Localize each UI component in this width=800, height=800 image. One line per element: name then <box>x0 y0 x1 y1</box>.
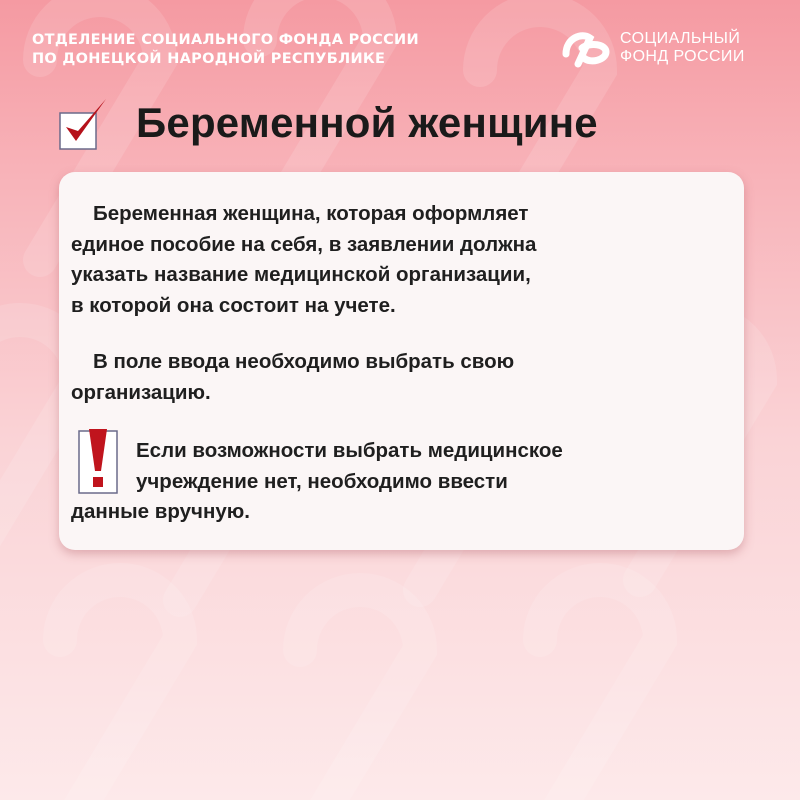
info-card <box>59 172 744 550</box>
paragraph2-line: В поле ввода необходимо выбрать свою <box>93 350 515 373</box>
paragraph3-line: Если возможности выбрать медицинское <box>136 439 563 462</box>
title-row <box>58 95 598 151</box>
paragraph1-line: единое пособие на себя, в заявлении должна <box>71 232 537 256</box>
paragraph3-line: учреждение нет, необходимо ввести <box>136 469 508 493</box>
sfr-logo <box>560 26 745 70</box>
logo-text-line2: ФОНД РОССИИ <box>620 48 745 65</box>
paragraph3-line: данные вручную. <box>71 500 250 523</box>
sfr-logo-icon <box>560 26 612 70</box>
paragraph-manual-entry <box>71 436 731 528</box>
paragraph2-line: организацию. <box>71 380 211 404</box>
logo-text-line1: СОЦИАЛЬНЫЙ <box>620 30 741 47</box>
organization-name-line2: ПО ДОНЕЦКОЙ НАРОДНОЙ РЕСПУБЛИКЕ <box>32 51 386 67</box>
organization-name-line1: ОТДЕЛЕНИЕ СОЦИАЛЬНОГО ФОНДА РОССИИ <box>32 32 419 48</box>
paragraph1-line: в которой она состоит на учете. <box>71 293 396 317</box>
organization-name <box>32 31 419 69</box>
paragraph1-line: Беременная женщина, которая оформляет <box>93 202 529 225</box>
paragraph-select-organization <box>71 347 731 408</box>
page-title: Беременной женщине <box>136 99 598 146</box>
paragraph1-line: указать название медицинской организации, <box>71 263 531 286</box>
paragraph-single-benefit <box>71 199 731 321</box>
checkbox-checked-icon <box>58 95 110 151</box>
